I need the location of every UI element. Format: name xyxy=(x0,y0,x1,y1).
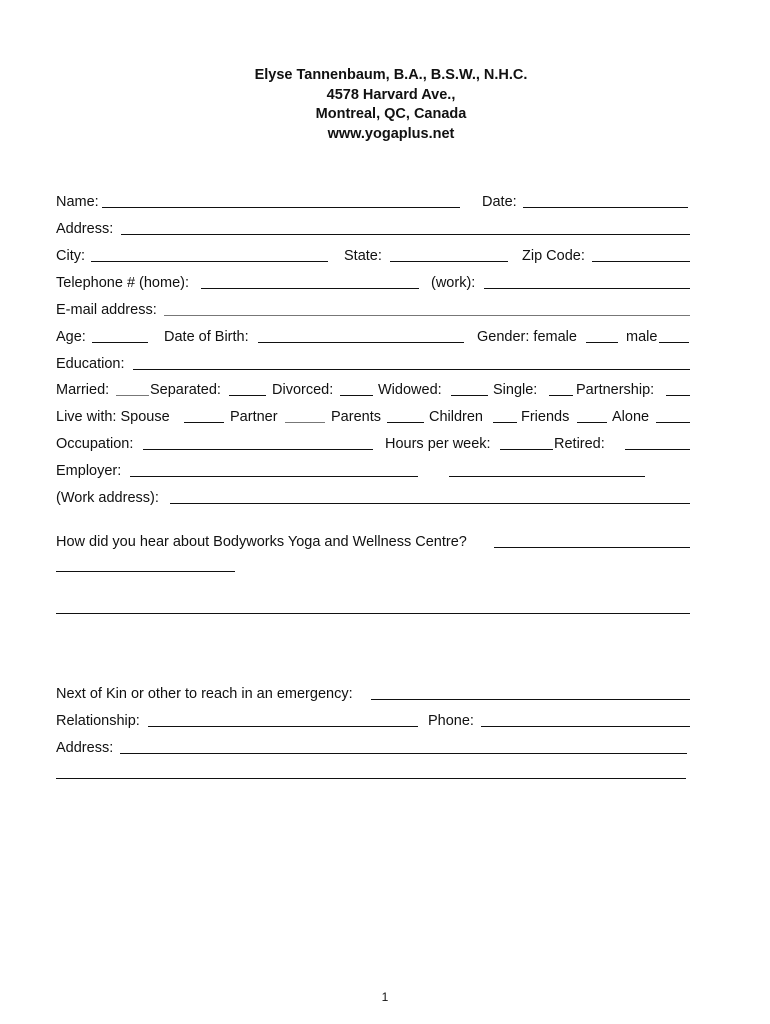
row-telephone xyxy=(56,273,690,293)
live-with-spouse-label: Live with: Spouse xyxy=(56,409,170,425)
married-label: Married: xyxy=(56,382,110,398)
date-field[interactable] xyxy=(523,207,688,208)
phone-label: Phone: xyxy=(428,713,474,729)
partner-field[interactable] xyxy=(285,422,325,423)
row-next-of-kin xyxy=(56,684,690,704)
phone-field[interactable] xyxy=(481,726,690,727)
married-field[interactable] xyxy=(116,395,149,396)
relationship-label: Relationship: xyxy=(56,713,140,729)
telephone-home-label: Telephone # (home): xyxy=(56,275,189,291)
how-hear-field[interactable] xyxy=(494,547,690,548)
alone-label: Alone xyxy=(612,409,650,425)
state-field[interactable] xyxy=(390,261,508,262)
age-label: Age: xyxy=(56,329,86,345)
single-field[interactable] xyxy=(549,395,573,396)
how-hear-extra-line[interactable] xyxy=(56,613,690,614)
next-of-kin-label: Next of Kin or other to reach in an emergency: xyxy=(56,686,353,702)
work-address-field[interactable] xyxy=(170,503,690,504)
practitioner-name: Elyse Tannenbaum, B.A., B.S.W., N.H.C. xyxy=(254,67,528,83)
row-relationship-phone xyxy=(56,711,690,731)
friends-label: Friends xyxy=(521,409,570,425)
occupation-label: Occupation: xyxy=(56,436,134,452)
kin-address-continuation-line[interactable] xyxy=(56,778,686,779)
row-live-with xyxy=(56,407,690,427)
dob-field[interactable] xyxy=(258,342,464,343)
dob-label: Date of Birth: xyxy=(164,329,249,345)
address-label: Address: xyxy=(56,221,114,237)
zip-label: Zip Code: xyxy=(522,248,585,264)
separated-field[interactable] xyxy=(229,395,266,396)
row-occupation xyxy=(56,434,690,454)
telephone-work-field[interactable] xyxy=(484,288,690,289)
gender-female-label: Gender: female xyxy=(477,329,577,345)
address-field[interactable] xyxy=(121,234,690,235)
spouse-field[interactable] xyxy=(184,422,224,423)
children-label: Children xyxy=(429,409,483,425)
zip-field[interactable] xyxy=(592,261,690,262)
widowed-field[interactable] xyxy=(451,395,488,396)
row-employer xyxy=(56,461,690,481)
occupation-field[interactable] xyxy=(143,449,373,450)
relationship-field[interactable] xyxy=(148,726,418,727)
row-email xyxy=(56,300,690,320)
row-city-state-zip xyxy=(56,246,690,266)
employer-label: Employer: xyxy=(56,463,122,479)
divorced-field[interactable] xyxy=(340,395,373,396)
row-how-hear xyxy=(56,532,690,552)
row-name-date xyxy=(56,192,690,212)
alone-field[interactable] xyxy=(656,422,690,423)
telephone-work-label: (work): xyxy=(431,275,476,291)
name-label: Name: xyxy=(56,194,99,210)
gender-male-label: male xyxy=(626,329,658,345)
retired-field[interactable] xyxy=(625,449,690,450)
parents-field[interactable] xyxy=(387,422,424,423)
row-education xyxy=(56,354,690,374)
work-address-label: (Work address): xyxy=(56,490,159,506)
name-field[interactable] xyxy=(102,207,460,208)
city-label: City: xyxy=(56,248,85,264)
page-number: 1 xyxy=(381,990,389,1004)
gender-female-field[interactable] xyxy=(586,342,618,343)
divorced-label: Divorced: xyxy=(272,382,334,398)
retired-label: Retired: xyxy=(554,436,605,452)
employer-extra-field[interactable] xyxy=(449,476,645,477)
city-field[interactable] xyxy=(91,261,328,262)
hours-field[interactable] xyxy=(500,449,553,450)
row-kin-address xyxy=(56,738,690,758)
row-address xyxy=(56,219,690,239)
single-label: Single: xyxy=(493,382,538,398)
email-field[interactable] xyxy=(164,315,690,316)
widowed-label: Widowed: xyxy=(378,382,442,398)
practitioner-header xyxy=(0,66,770,144)
row-age-dob-gender xyxy=(56,327,690,347)
age-field[interactable] xyxy=(92,342,148,343)
telephone-home-field[interactable] xyxy=(201,288,419,289)
how-hear-continuation-line[interactable] xyxy=(56,571,235,572)
gender-male-field[interactable] xyxy=(659,342,689,343)
partner-label: Partner xyxy=(230,409,278,425)
partnership-label: Partnership: xyxy=(576,382,655,398)
employer-field[interactable] xyxy=(130,476,418,477)
hours-label: Hours per week: xyxy=(385,436,491,452)
kin-address-label: Address: xyxy=(56,740,114,756)
practitioner-street: 4578 Harvard Ave., xyxy=(326,86,456,103)
education-label: Education: xyxy=(56,356,125,372)
row-work-address xyxy=(56,488,690,508)
children-field[interactable] xyxy=(493,422,517,423)
practitioner-city: Montreal, QC, Canada xyxy=(315,106,467,122)
separated-label: Separated: xyxy=(150,382,221,398)
next-of-kin-field[interactable] xyxy=(371,699,690,700)
row-marital-status xyxy=(56,380,690,400)
state-label: State: xyxy=(344,248,382,264)
education-field[interactable] xyxy=(133,369,690,370)
partnership-field[interactable] xyxy=(666,395,690,396)
friends-field[interactable] xyxy=(577,422,607,423)
kin-address-field[interactable] xyxy=(120,753,687,754)
date-label: Date: xyxy=(482,194,517,210)
practitioner-website: www.yogaplus.net xyxy=(327,125,455,142)
how-hear-label: How did you hear about Bodyworks Yoga and Wellness Centre? xyxy=(56,534,467,550)
parents-label: Parents xyxy=(331,409,381,425)
email-label: E-mail address: xyxy=(56,302,157,318)
